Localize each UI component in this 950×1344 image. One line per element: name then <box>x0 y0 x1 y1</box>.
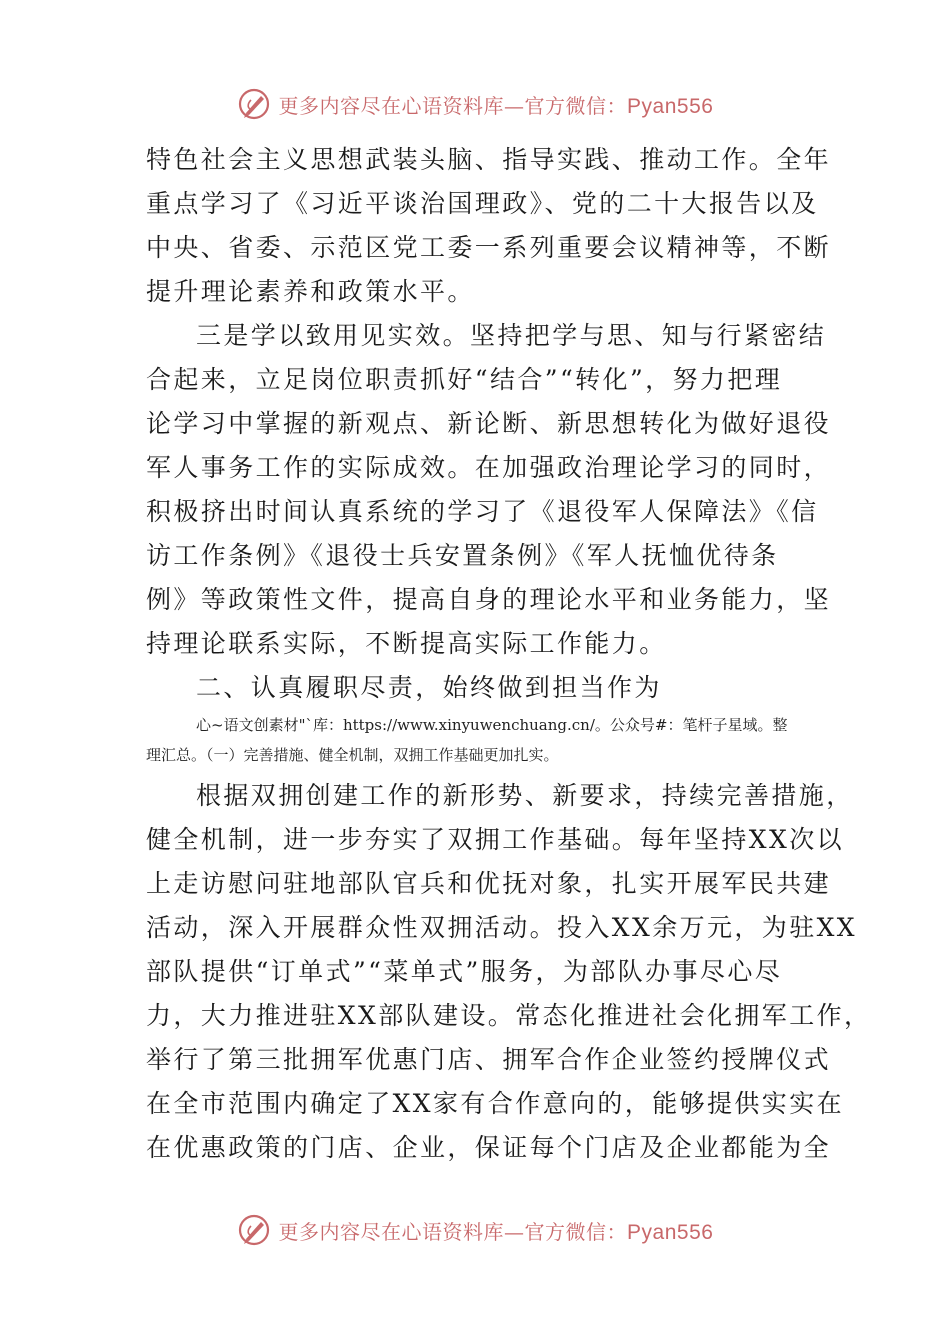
text-line: 军人事务工作的实际成效。在加强政治理论学习的同时， <box>146 453 832 482</box>
text-line: 活动，深入开展群众性双拥活动。投入XX余万元，为驻XX <box>146 913 857 942</box>
text-line: 持理论联系实际，不断提高实际工作能力。 <box>146 629 667 658</box>
text-line: 上走访慰问驻地部队官兵和优抚对象，扎实开展军民共建 <box>146 869 832 898</box>
text-line: 访工作条例》《退役士兵安置条例》《军人抚恤优待条 <box>146 541 779 570</box>
header-banner <box>0 84 950 124</box>
pen-logo-icon <box>237 1213 271 1247</box>
text-line: 提升理论素养和政策水平。 <box>146 277 475 306</box>
text-line: 健全机制，进一步夯实了双拥工作基础。每年坚持XX次以 <box>146 825 844 854</box>
banner-text <box>279 90 714 119</box>
document-body <box>146 138 872 1170</box>
text-line: 重点学习了《习近平谈治国理政》、党的二十大报告以及 <box>146 189 819 218</box>
text-line: 举行了第三批拥军优惠门店、拥军合作企业签约授牌仪式 <box>146 1045 832 1074</box>
text-line: 合起来，立足岗位职责抓好“结合”“转化”，努力把理 <box>146 365 783 394</box>
text-line: 部队提供“订单式”“菜单式”服务，为部队办事尽心尽 <box>146 957 783 986</box>
text-line: 特色社会主义思想武装头脑、指导实践、推动工作。全年 <box>146 145 832 174</box>
text-line: 力，大力推进驻XX部队建设。常态化推进社会化拥军工作， <box>146 1001 872 1030</box>
pen-logo-icon <box>237 87 271 121</box>
paragraph-start: 三是学以致用见实效。坚持把学与思、知与行紧密结 <box>196 321 827 350</box>
wechat-id: Pyan556 <box>627 94 714 118</box>
banner-label: 更多内容尽在心语资料库—官方微信： <box>278 1219 628 1244</box>
text-line: 在优惠政策的门店、企业，保证每个门店及企业都能为全 <box>146 1133 832 1162</box>
banner-text <box>279 1216 714 1245</box>
paragraph-start: 根据双拥创建工作的新形势、新要求，持续完善措施， <box>196 781 854 810</box>
text-line: 论学习中掌握的新观点、新论断、新思想转化为做好退役 <box>146 409 832 438</box>
wechat-id: Pyan556 <box>627 1220 714 1244</box>
source-note: 心~语文创素材"`库：https://www.xinyuwenchuang.cn/。公众号#：笔杆子星域。整 <box>196 716 788 734</box>
text-line: 例》等政策性文件，提高自身的理论水平和业务能力，坚 <box>146 585 832 614</box>
footer-banner <box>0 1210 950 1250</box>
banner-label: 更多内容尽在心语资料库—官方微信： <box>278 93 628 118</box>
source-note: 理汇总。（一）完善措施、健全机制，双拥工作基础更加扎实。 <box>146 746 559 764</box>
section-heading: 二、认真履职尽责，始终做到担当作为 <box>196 673 662 702</box>
text-line: 积极挤出时间认真系统的学习了《退役军人保障法》《信 <box>146 497 819 526</box>
text-line: 中央、省委、示范区党工委一系列重要会议精神等，不断 <box>146 233 832 262</box>
text-line: 在全市范围内确定了XX家有合作意向的，能够提供实实在 <box>146 1089 844 1118</box>
